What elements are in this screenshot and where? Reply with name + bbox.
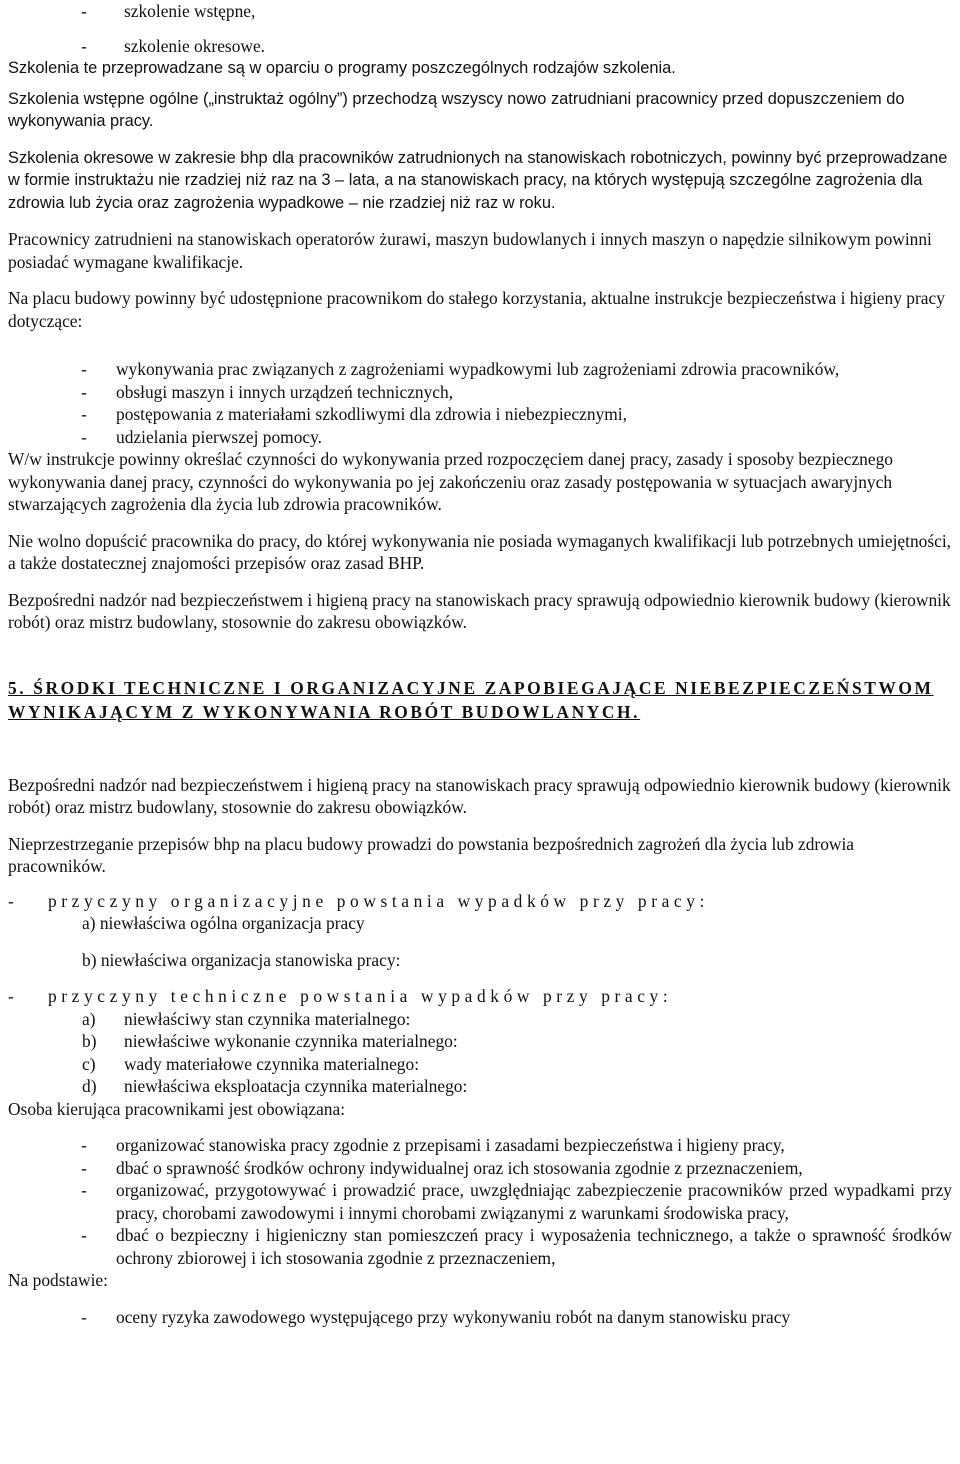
list-item: - dbać o sprawność środków ochrony indywidualnej oraz ich stosowania zgodnie z przeznaczeniem, — [81, 1157, 803, 1178]
list-item-text: obsługi maszyn i innych urządzeń technicznych, — [116, 381, 454, 402]
paragraph: Nieprzestrzeganie przepisów bhp na placu budowy prowadzi do powstania bezpośrednich zagrożeń dla życia lub zdrowia pracowników. — [8, 833, 855, 876]
list-item: - organizować, przygotowywać i prowadzić prace, uwzględniając zabezpieczenie pracowników przed wypadkami przy pracy, chorobami zawodowymi i innymi chorobami związanymi z warunkami środowiska pracy, — [81, 1180, 952, 1223]
list-item: - oceny ryzyka zawodowego występującego przy wykonywaniu robót na danym stanowisku pracy — [81, 1306, 791, 1327]
paragraph: Na placu budowy powinny być udostępnione pracownikom do stałego korzystania, aktualne instrukcje bezpieczeństwa i higieny pracy dotyczące: — [8, 288, 945, 331]
list-item-text: oceny ryzyka zawodowego występującego przy wykonywaniu robót na danym stanowisku pracy — [116, 1306, 791, 1327]
list-item — [82, 1030, 952, 1053]
causes-heading: przyczyny organizacyjne powstania wypadków przy pracy: — [48, 890, 709, 911]
list-marker: d) — [82, 1076, 97, 1096]
list-item: - szkolenie wstępne, — [81, 1, 256, 21]
list-item-text: szkolenie okresowe. — [124, 35, 266, 56]
list-item-text: organizować, przygotowywać i prowadzić prace, uwzględniając zabezpieczenie pracowników przed wypadkami przy pracy, chorobami zawodowymi i innymi chorobami związanymi z warunkami środowiska pracy, — [116, 1180, 952, 1223]
duties-list — [8, 1134, 952, 1269]
instructions-list — [8, 358, 952, 448]
paragraph: Szkolenia te przeprowadzane są w oparciu o programy poszczególnych rodzajów szkolenia. — [8, 59, 676, 77]
list-item-text: wykonywania prac związanych z zagrożeniami wypadkowymi lub zagrożeniami zdrowia pracowników, — [116, 359, 840, 379]
paragraph: Szkolenia okresowe w zakresie bhp dla pracowników zatrudnionych na stanowiskach robotniczych, powinny być przeprowadzane w formie instruktażu nie rzadziej niż raz na 3 – lata, a na stanowiskach pracy, na których występują szczególne zagrożenia dla zdrowia lub życia oraz zagrożenia wypadkowe – nie rzadziej niż raz w roku. — [8, 148, 948, 212]
paragraph: W/w instrukcje powinny określać czynności do wykonywania przed rozpoczęciem danej pracy, zasady i sposoby bezpiecznego wykonywania danej pracy, czynności do wykonywania po jej zakończeniu oraz zasady postępowania w sytuacjach awaryjnych stwarzających zagrożenia dla życia lub zdrowia pracowników. — [8, 449, 893, 514]
technical-causes-list — [8, 1008, 952, 1098]
list-marker: c) — [82, 1053, 96, 1074]
list-item: - szkolenie okresowe. — [81, 35, 266, 56]
list-item-text: postępowania z materiałami szkodliwymi dla zdrowia i niebezpiecznymi, — [116, 404, 627, 424]
list-item: - obsługi maszyn i innych urządzeń technicznych, — [81, 381, 454, 402]
sub-item: b) niewłaściwa organizacja stanowiska pracy: — [82, 949, 401, 970]
list-item — [82, 1008, 952, 1031]
training-types-list — [8, 0, 952, 57]
list-item-text: wady materiałowe czynnika materialnego: — [124, 1053, 420, 1074]
list-item-text: niewłaściwa eksploatacja czynnika materialnego: — [124, 1076, 468, 1096]
paragraph: Na podstawie: — [8, 1270, 108, 1290]
list-item: - organizować stanowiska pracy zgodnie z przepisami i zasadami bezpieczeństwa i higieny pracy, — [81, 1135, 785, 1155]
technical-causes: - przyczyny techniczne powstania wypadków przy pracy: — [8, 986, 673, 1006]
paragraph: Nie wolno dopuścić pracownika do pracy, do której wykonywania nie posiada wymaganych kwalifikacji lub potrzebnych umiejętności, a także dostatecznej znajomości przepisów oraz zasad BHP. — [8, 530, 952, 573]
list-marker: a) — [82, 1008, 96, 1029]
sub-item: a) niewłaściwa ogólna organizacja pracy — [82, 913, 365, 933]
causes-heading: przyczyny techniczne powstania wypadków przy pracy: — [48, 986, 673, 1006]
basis-list — [8, 1306, 952, 1329]
list-marker: b) — [82, 1031, 97, 1051]
list-item-text: dbać o sprawność środków ochrony indywidualnej oraz ich stosowania zgodnie z przeznaczeniem, — [116, 1157, 803, 1178]
list-item-text: organizować stanowiska pracy zgodnie z przepisami i zasadami bezpieczeństwa i higieny pracy, — [116, 1135, 785, 1155]
list-item-text: dbać o bezpieczny i higieniczny stan pomieszczeń pracy i wyposażenia technicznego, a także o sprawność środków ochrony zbiorowej i ich stosowania zgodnie z przeznaczeniem, — [116, 1225, 952, 1268]
paragraph: Pracownicy zatrudnieni na stanowiskach operatorów żurawi, maszyn budowlanych i innych maszyn o napędzie silnikowym powinni posiadać wymagane kwalifikacje. — [8, 229, 932, 272]
list-item — [82, 1053, 952, 1076]
list-item-text: szkolenie wstępne, — [124, 1, 256, 21]
section-heading: 5. ŚRODKI TECHNICZNE I ORGANIZACYJNE ZAPOBIEGAJĄCE NIEBEZPIECZEŃSTWOM WYNIKAJĄCYM Z WYKONYWANIA ROBÓT BUDOWLANYCH. — [8, 677, 934, 722]
list-item: - wykonywania prac związanych z zagrożeniami wypadkowymi lub zagrożeniami zdrowia pracowników, — [81, 359, 840, 379]
paragraph: Szkolenia wstępne ogólne („instruktaż ogólny”) przechodzą wszyscy nowo zatrudniani pracownicy przed dopuszczeniem do wykonywania pracy. — [8, 89, 905, 130]
list-item-text: udzielania pierwszej pomocy. — [116, 426, 323, 447]
list-item-text: niewłaściwy stan czynnika materialnego: — [124, 1008, 411, 1029]
organizational-causes: - przyczyny organizacyjne powstania wypadków przy pracy: — [8, 890, 709, 911]
list-item — [82, 1075, 952, 1098]
list-item: - postępowania z materiałami szkodliwymi dla zdrowia i niebezpiecznymi, — [81, 404, 627, 424]
paragraph: Osoba kierująca pracownikami jest obowiązana: — [8, 1098, 346, 1119]
list-item: - dbać o bezpieczny i higieniczny stan pomieszczeń pracy i wyposażenia technicznego, a także o sprawność środków ochrony zbiorowej i ich stosowania zgodnie z przeznaczeniem, — [81, 1225, 952, 1268]
list-item: - udzielania pierwszej pomocy. — [81, 426, 323, 447]
list-item-text: niewłaściwe wykonanie czynnika materialnego: — [124, 1031, 458, 1051]
paragraph: Bezpośredni nadzór nad bezpieczeństwem i higieną pracy na stanowiskach pracy sprawują odpowiednio kierownik budowy (kierownik robót) oraz mistrz budowlany, stosownie do zakresu obowiązków. — [8, 589, 951, 632]
paragraph: Bezpośredni nadzór nad bezpieczeństwem i higieną pracy na stanowiskach pracy sprawują odpowiednio kierownik budowy (kierownik robót) oraz mistrz budowlany, stosownie do zakresu obowiązków. — [8, 774, 951, 817]
